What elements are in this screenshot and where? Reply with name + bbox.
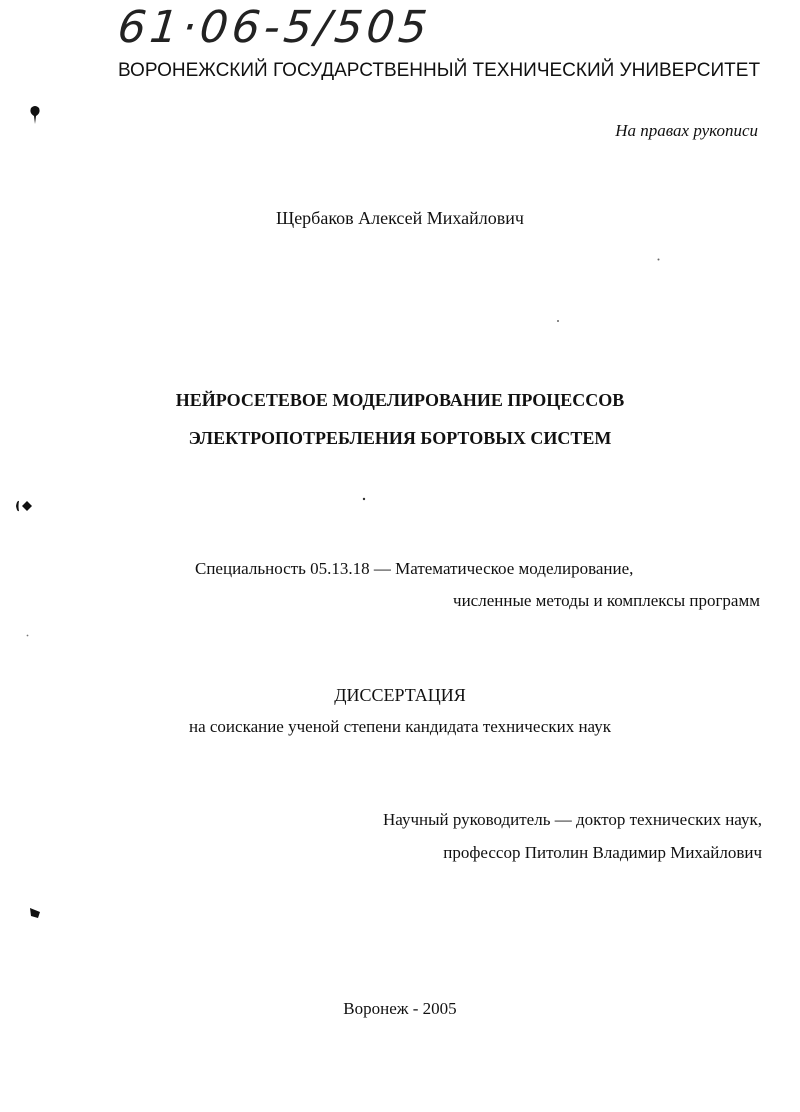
scan-speck [556, 319, 560, 323]
supervisor-line-2: профессор Питолин Владимир Михайлович [443, 843, 762, 862]
dissertation-heading: ДИССЕРТАЦИЯ [334, 685, 466, 705]
dissertation-title [0, 381, 800, 457]
supervisor-line-1: Научный руководитель — доктор технических наук, [383, 810, 762, 829]
dissertation-subtitle: на соискание ученой степени кандидата технических наук [188, 717, 611, 736]
handwritten-archive-number: 61·06-5/505 [115, 2, 434, 53]
city-year: Воронеж - 2005 [343, 999, 457, 1018]
university-name: ВОРОНЕЖСКИЙ ГОСУДАРСТВЕННЫЙ ТЕХНИЧЕСКИЙ УНИВЕРСИТЕТ [118, 60, 761, 81]
scan-speck [362, 497, 366, 501]
title-line-2: ЭЛЕКТРОПОТРЕБЛЕНИЯ БОРТОВЫХ СИСТЕМ [188, 428, 612, 448]
scan-speck [26, 634, 29, 637]
specialty-line-1: Специальность 05.13.18 — Математическое моделирование, [195, 559, 634, 578]
title-line-1: НЕЙРОСЕТЕВОЕ МОДЕЛИРОВАНИЕ ПРОЦЕССОВ [175, 390, 625, 410]
specialty-line-2: численные методы и комплексы программ [453, 591, 760, 610]
author-name: Щербаков Алексей Михайлович [276, 208, 524, 228]
binder-hole-mark [28, 104, 42, 126]
manuscript-rights-note: На правах рукописи [615, 121, 758, 140]
binder-hole-mark [28, 906, 42, 920]
binder-hole-mark [14, 498, 34, 514]
scan-speck [657, 258, 660, 261]
